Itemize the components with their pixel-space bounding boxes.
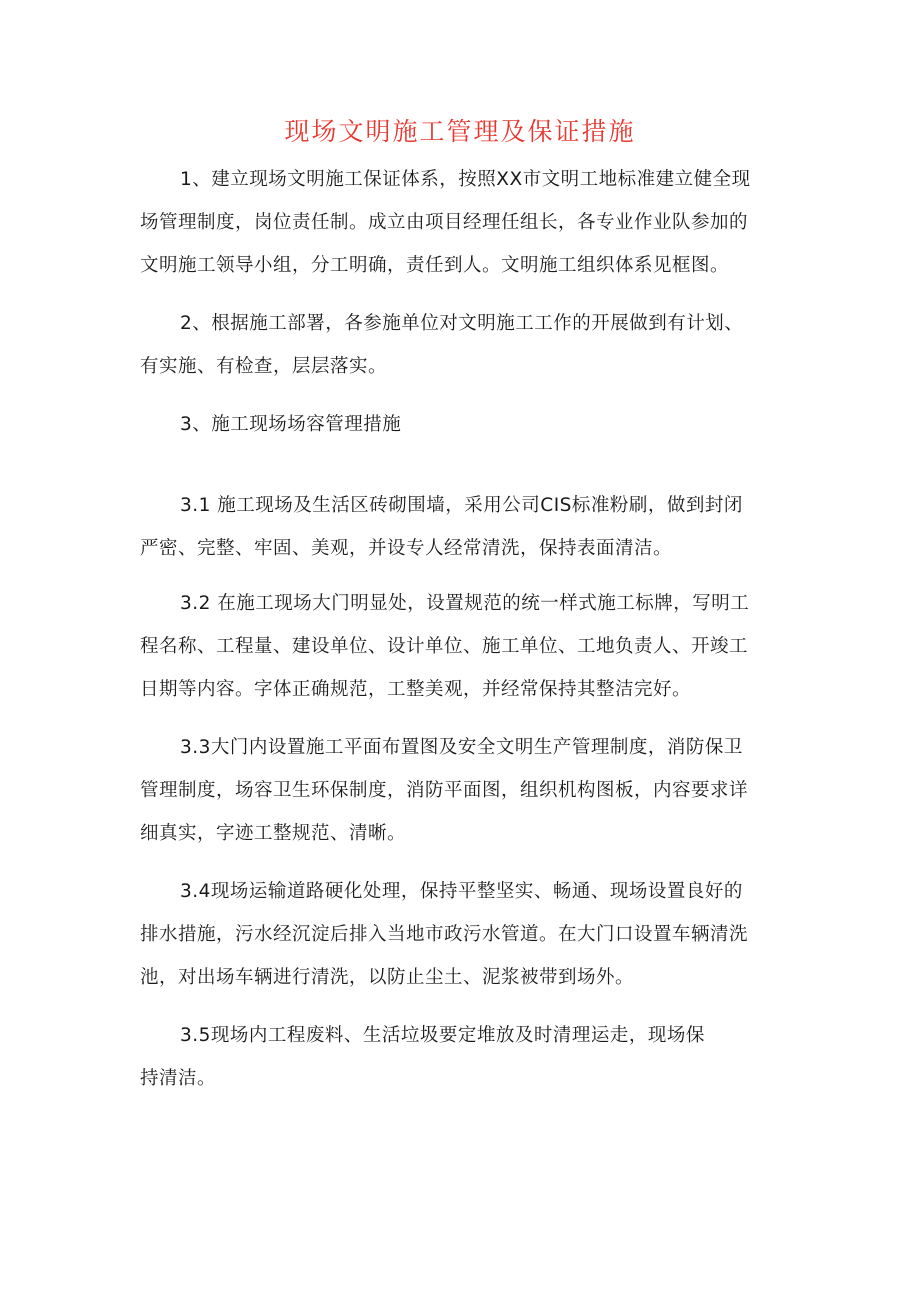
paragraph-line: 有实施、有检查，层层落实。 bbox=[140, 356, 388, 377]
paragraph-line: 文明施工领导小组，分工明确，责任到人。文明施工组织体系见框图。 bbox=[140, 255, 730, 276]
paragraph-2 bbox=[140, 302, 788, 388]
paragraph-line: 3.5现场内工程废料、生活垃圾要定堆放及时清理运走，现场保 bbox=[180, 1025, 705, 1046]
paragraph-line: 3.2 在施工现场大门明显处，设置规范的统一样式施工标牌，写明工 bbox=[180, 593, 750, 614]
paragraph-3-4 bbox=[140, 870, 788, 999]
paragraph-line: 池，对出场车辆进行清洗，以防止尘土、泥浆被带到场外。 bbox=[140, 967, 635, 988]
paragraph-line: 场管理制度，岗位责任制。成立由项目经理任组长，各专业作业队参加的 bbox=[140, 212, 749, 233]
paragraph-line: 日期等内容。字体正确规范，工整美观，并经常保持其整洁完好。 bbox=[140, 679, 692, 700]
paragraph-1 bbox=[140, 158, 788, 287]
paragraph-line: 排水措施，污水经沉淀后排入当地市政污水管道。在大门口设置车辆清洗 bbox=[140, 924, 749, 945]
paragraph-line: 3、施工现场场容管理措施 bbox=[180, 414, 402, 435]
paragraph-3-5 bbox=[140, 1014, 788, 1100]
paragraph-line: 细真实，字迹工整规范、清晰。 bbox=[140, 823, 407, 844]
paragraph-line: 严密、完整、牢固、美观，并设专人经常清洗，保持表面清洁。 bbox=[140, 538, 673, 559]
paragraph-line: 管理制度，场容卫生环保制度，消防平面图，组织机构图板，内容要求详 bbox=[140, 780, 749, 801]
document-title: 现场文明施工管理及保证措施 bbox=[284, 117, 636, 146]
paragraph-line: 3.4现场运输道路硬化处理，保持平整坚实、畅通、现场设置良好的 bbox=[180, 881, 743, 902]
paragraph-3-2 bbox=[140, 582, 788, 711]
paragraph-line: 持清洁。 bbox=[140, 1068, 217, 1089]
paragraph-line: 3.3大门内设置施工平面布置图及安全文明生产管理制度，消防保卫 bbox=[180, 737, 743, 758]
paragraph-line: 3.1 施工现场及生活区砖砌围墙，采用公司CIS标准粉刷，做到封闭 bbox=[180, 495, 743, 516]
paragraph-3-1 bbox=[140, 484, 788, 570]
paragraph-3-heading bbox=[140, 403, 788, 446]
paragraph-line: 1、建立现场文明施工保证体系，按照XX市文明工地标准建立健全现 bbox=[180, 169, 751, 190]
paragraph-line: 2、根据施工部署，各参施单位对文明施工工作的开展做到有计划、 bbox=[180, 313, 744, 334]
paragraph-line: 程名称、工程量、建设单位、设计单位、施工单位、工地负责人、开竣工 bbox=[140, 636, 749, 657]
paragraph-3-3 bbox=[140, 726, 788, 855]
